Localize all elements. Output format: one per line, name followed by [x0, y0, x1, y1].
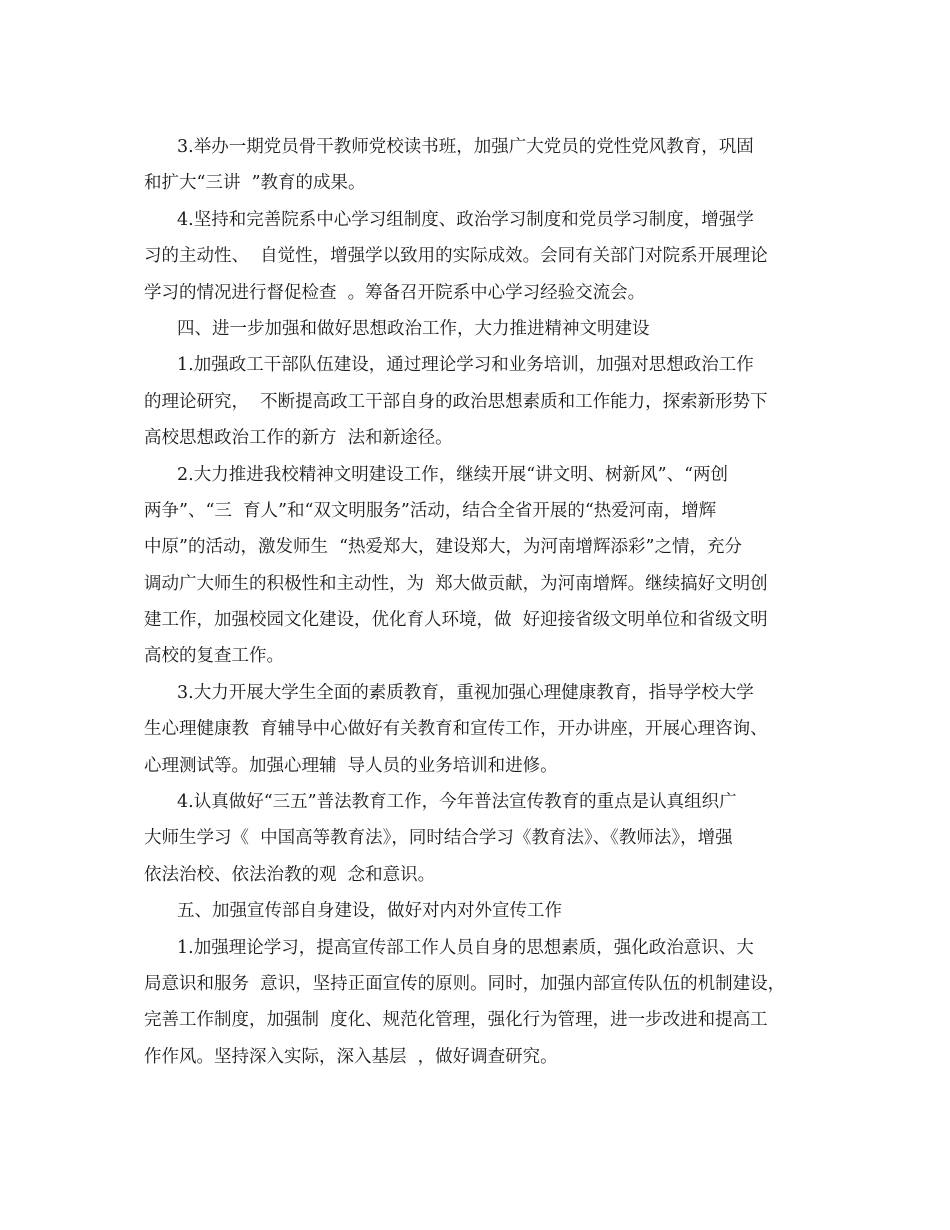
text-line-23: 1.加强理论学习，提高宣传部工作人员自身的思想素质，强化政治意识、大 — [177, 937, 754, 958]
text-line-4: 习的主动性、 自觉性，增强学以致用的实际成效。会同有关部门对院系开展理论 — [144, 246, 768, 267]
section-heading-4: 四、进一步加强和做好思想政治工作，大力推进精神文明建设 — [177, 318, 650, 339]
text-line-18: 心理测试等。加强心理辅 导人员的业务培训和进修。 — [144, 755, 558, 776]
text-line-3: 4.坚持和完善院系中心学习组制度、政治学习制度和党员学习制度，增强学 — [177, 209, 754, 230]
text-line-9: 高校思想政治工作的新方 法和新途径。 — [144, 428, 453, 449]
text-line-14: 建工作，加强校园文化建设，优化育人环境，做 好迎接省级文明单位和省级文明 — [144, 610, 768, 631]
text-line-15: 高校的复查工作。 — [144, 646, 284, 667]
text-line-13: 调动广大师生的积极性和主动性，为 郑大做贡献，为河南增辉。继续搞好文明创 — [144, 573, 768, 594]
text-line-5: 学习的情况进行督促检查 。筹备召开院系中心学习经验交流会。 — [144, 282, 646, 303]
text-line-21: 依法治校、依法治教的观 念和意识。 — [144, 864, 436, 885]
section-heading-5: 五、加强宣传部自身建设，做好对内对外宣传工作 — [177, 901, 562, 922]
text-line-25: 完善工作制度，加强制 度化、规范化管理，强化行为管理，进一步改进和提高工 — [144, 1010, 768, 1031]
text-line-2: 和扩大“三讲 ”教育的成果。 — [144, 173, 366, 194]
text-line-1: 3.举办一期党员骨干教师党校读书班，加强广大党员的党性党风教育，巩固 — [177, 137, 754, 157]
text-line-26: 作作风。坚持深入实际，深入基层 ，做好调查研究。 — [144, 1046, 558, 1067]
text-line-11: 两争”、“三 育人”和“双文明服务”活动，结合全省开展的“热爱河南，增辉 — [144, 500, 717, 521]
text-line-20: 大师生学习《 中国高等教育法》，同时结合学习《教育法》、《教师法》，增强 — [144, 828, 733, 849]
text-line-19: 4.认真做好“三五”普法教育工作，今年普法宣传教育的重点是认真组织广 — [177, 792, 737, 813]
text-line-7: 1.加强政工干部队伍建设，通过理论学习和业务培训，加强对思想政治工作 — [177, 355, 754, 376]
text-line-16: 3.大力开展大学生全面的素质教育，重视加强心理健康教育，指导学校大学 — [177, 682, 754, 703]
text-line-24: 局意识和服务 意识，坚持正面宣传的原则。同时，加强内部宣传队伍的机制建设， — [144, 973, 786, 994]
text-line-10: 2.大力推进我校精神文明建设工作，继续开展“讲文明、树新风”、“两创 — [177, 464, 729, 485]
text-line-12: 中原”的活动，激发师生 “热爱郑大，建设郑大，为河南增辉添彩”之情，充分 — [144, 537, 742, 558]
text-line-8: 的理论研究， 不断提高政工干部自身的政治思想素质和工作能力，探索新形势下 — [144, 391, 768, 412]
text-line-17: 生心理健康教 育辅导中心做好有关教育和宣传工作，开办讲座，开展心理咨询、 — [144, 719, 768, 740]
